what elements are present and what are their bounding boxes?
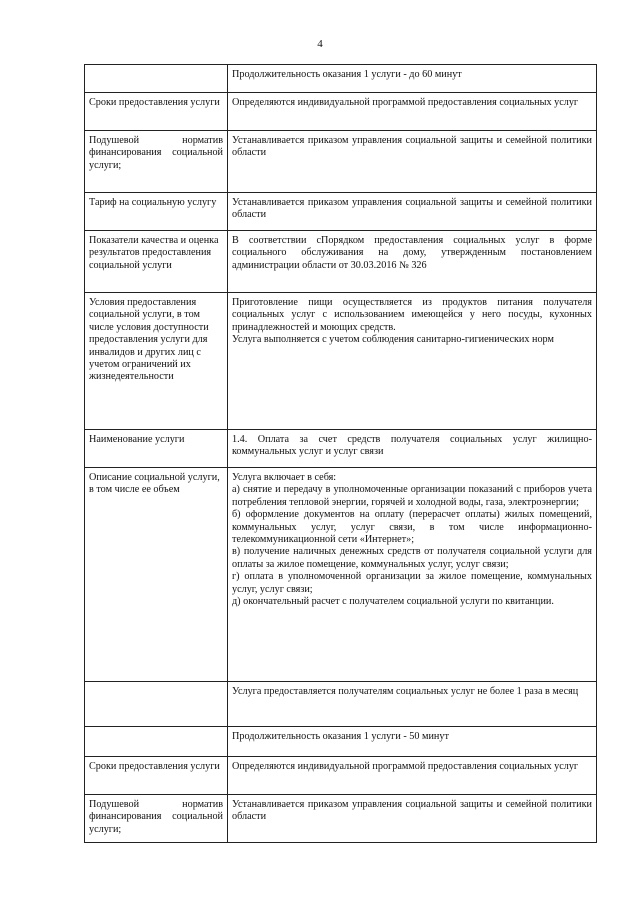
row-label: Подушевой норматив финансирования социальной услуги; bbox=[85, 131, 228, 193]
table-row bbox=[85, 65, 597, 93]
table-row bbox=[85, 682, 597, 727]
row-label: Показатели качества и оценка результатов предоставления социальной услуги bbox=[85, 231, 228, 293]
row-value: Устанавливается приказом управления социальной защиты и семейной политики области bbox=[228, 131, 597, 193]
row-label: Условия предоставления социальной услуги, в том числе условия доступности предоставления услуги для инвалидов и других лиц с учетом ограничений их жизнедеятельности bbox=[85, 293, 228, 430]
row-label: Тариф на социальную услугу bbox=[85, 193, 228, 231]
row-value: Услуга предоставляется получателям социальных услуг не более 1 раза в месяц bbox=[228, 682, 597, 727]
row-value: Устанавливается приказом управления социальной защиты и семейной политики области bbox=[228, 193, 597, 231]
table-row bbox=[85, 131, 597, 193]
table-row bbox=[85, 93, 597, 131]
row-value: Приготовление пищи осуществляется из продуктов питания получателя социальных услуг с использованием имеющейся у него посуды, кухонных принадлежностей и моющих средств. Услуга выполняется с учетом соблюдения санитарно-гигиенических норм bbox=[228, 293, 597, 430]
row-value: Определяются индивидуальной программой предоставления социальных услуг bbox=[228, 757, 597, 795]
row-value: Продолжительность оказания 1 услуги - 50 минут bbox=[228, 727, 597, 757]
row-label: Подушевой норматив финансирования социальной услуги; bbox=[85, 795, 228, 843]
row-value: Продолжительность оказания 1 услуги - до 60 минут bbox=[228, 65, 597, 93]
row-value: В соответствии сПорядком предоставления социальных услуг в форме социального обслуживания на дому, утвержденным постановлением администрации области от 30.03.2016 № 326 bbox=[228, 231, 597, 293]
row-value: Определяются индивидуальной программой предоставления социальных услуг bbox=[228, 93, 597, 131]
table-row bbox=[85, 727, 597, 757]
row-label bbox=[85, 65, 228, 93]
table-row bbox=[85, 757, 597, 795]
table-row bbox=[85, 193, 597, 231]
row-value: 1.4. Оплата за счет средств получателя социальных услуг жилищно-коммунальных услуг и услуг связи bbox=[228, 430, 597, 468]
table-row bbox=[85, 468, 597, 682]
row-label: Описание социальной услуги, в том числе ее объем bbox=[85, 468, 228, 682]
service-table bbox=[84, 64, 597, 843]
table-row bbox=[85, 795, 597, 843]
page-number: 4 bbox=[317, 38, 323, 50]
row-label: Наименование услуги bbox=[85, 430, 228, 468]
row-value: Услуга включает в себя: а) снятие и передачу в уполномоченные организации показаний с приборов учета потребления тепловой энергии, горячей и холодной воды, газа, электроэнергии; б) оформление документов на оплату (перерасчет оплаты) жилых помещений, коммунальных услуг, услуг связи, в том числе информационно-телекоммуникационной сети «Интернет»; в) получение наличных денежных средств от получателя социальной услуги для оплаты за жилое помещение, коммунальных услуг, услуг связи; г) оплата в уполномоченной организации за жилое помещение, коммунальных услуг, услуг связи; д) окончательный расчет с получателем социальной услуги по квитанции. bbox=[228, 468, 597, 682]
row-label bbox=[85, 682, 228, 727]
row-label bbox=[85, 727, 228, 757]
row-value: Устанавливается приказом управления социальной защиты и семейной политики области bbox=[228, 795, 597, 843]
table-row bbox=[85, 293, 597, 430]
table-row bbox=[85, 231, 597, 293]
row-label: Сроки предоставления услуги bbox=[85, 757, 228, 795]
row-label: Сроки предоставления услуги bbox=[85, 93, 228, 131]
table-row bbox=[85, 430, 597, 468]
